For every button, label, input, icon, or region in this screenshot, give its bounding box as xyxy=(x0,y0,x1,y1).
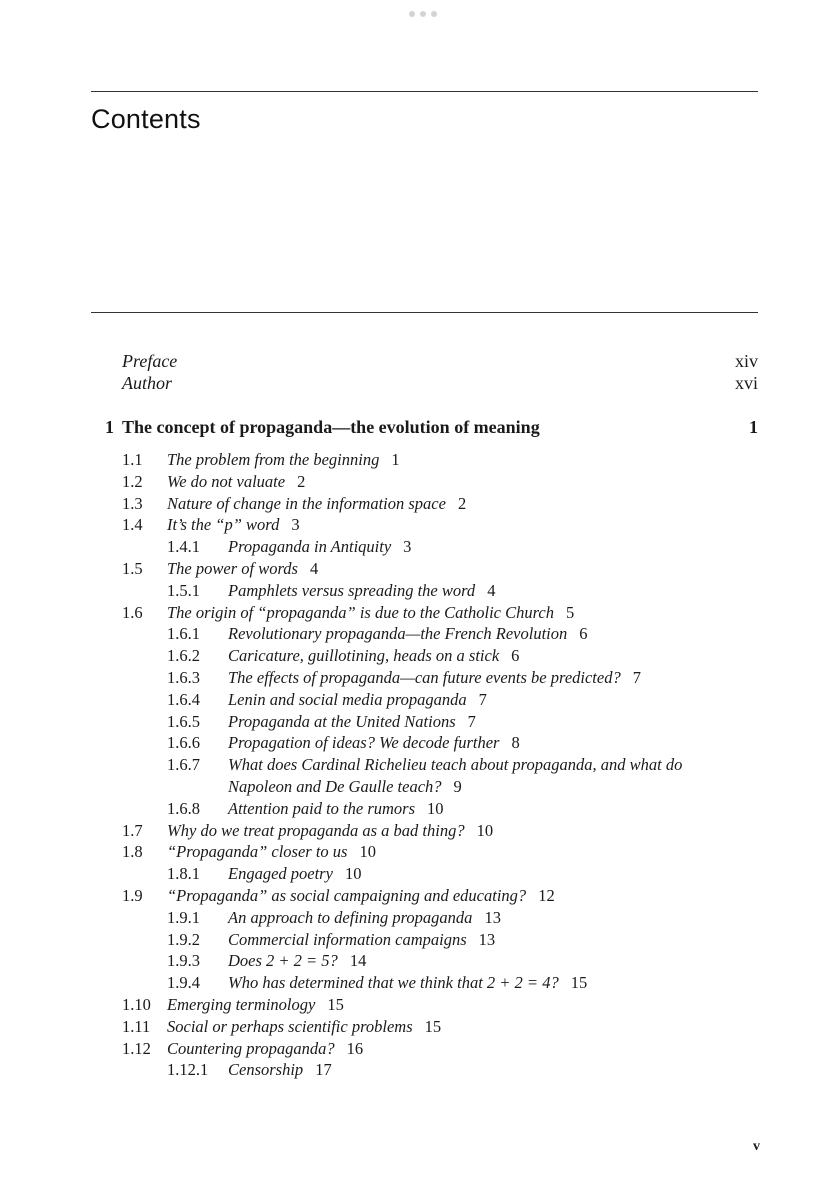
page-number: v xyxy=(753,1139,760,1154)
entry-number: 1.6.3 xyxy=(167,667,200,687)
entry-page: 7 xyxy=(478,689,487,709)
entry-number: 1.5.1 xyxy=(167,580,200,600)
entry-page: 4 xyxy=(487,580,496,600)
entry-title: Revolutionary propaganda—the French Revolution xyxy=(228,624,568,644)
entry-title: Why do we treat propaganda as a bad thing? xyxy=(167,820,465,840)
entry-page: 9 xyxy=(453,776,462,796)
entry-number: 1.4 xyxy=(122,515,143,535)
entry-title: What does Cardinal Richelieu teach about propaganda, and what do xyxy=(228,755,683,775)
window-handle-dots xyxy=(409,11,437,17)
entry-number: 1.10 xyxy=(122,994,151,1014)
toc-front-page: xiv xyxy=(734,351,758,371)
entry-page: 3 xyxy=(403,537,412,557)
toc-subentry-continuation[interactable] xyxy=(0,777,840,799)
toc-entry[interactable] xyxy=(0,821,840,843)
entry-number: 1.11 xyxy=(122,1016,151,1036)
entry-page: 10 xyxy=(344,864,362,884)
toc-subentry[interactable] xyxy=(0,799,840,821)
entry-title: Nature of change in the information space xyxy=(167,493,446,513)
entry-title: Countering propaganda? xyxy=(167,1038,335,1058)
entry-title: We do not valuate xyxy=(167,471,286,491)
entry-number: 1.6.5 xyxy=(167,711,200,731)
entry-number: 1.2 xyxy=(122,471,143,491)
entry-number: 1.6.1 xyxy=(167,624,200,644)
entry-page: 12 xyxy=(538,885,555,905)
entry-title: Caricature, guillotining, heads on a stick xyxy=(228,646,500,666)
title-bottom-rule xyxy=(91,312,758,313)
entry-page: 10 xyxy=(359,842,376,862)
entry-title: Who has determined that we think that 2 + 2 = 4? xyxy=(228,973,559,993)
entry-number: 1.6.8 xyxy=(167,798,200,818)
entry-page: 2 xyxy=(457,493,467,513)
entry-page: 10 xyxy=(476,820,494,840)
entry-title: Does 2 + 2 = 5? xyxy=(228,951,338,971)
toc-entry[interactable] xyxy=(0,842,840,864)
toc-front-preface[interactable] xyxy=(122,351,758,372)
toc-front-page: xvi xyxy=(734,373,758,393)
entry-title: The problem from the beginning xyxy=(167,450,380,469)
toc-subentry[interactable] xyxy=(0,864,840,886)
toc-entry[interactable] xyxy=(0,559,840,581)
toc-entries xyxy=(0,450,840,1082)
toc-entry[interactable] xyxy=(0,450,840,472)
toc-subentry[interactable] xyxy=(0,624,840,646)
entry-number: 1.9 xyxy=(122,885,143,905)
entry-number: 1.1 xyxy=(122,450,143,469)
entry-page: 2 xyxy=(297,471,306,491)
entry-title: “Propaganda” as social campaigning and educating? xyxy=(167,885,527,905)
entry-page: 1 xyxy=(391,450,400,469)
entry-number: 1.8.1 xyxy=(167,864,200,884)
toc-subentry[interactable] xyxy=(0,951,840,973)
entry-title: The effects of propaganda—can future events be predicted? xyxy=(228,667,621,687)
toc-entry[interactable] xyxy=(0,603,840,625)
entry-number: 1.7 xyxy=(122,820,143,840)
toc-front-label: Author xyxy=(122,373,173,393)
chapter-title: The concept of propaganda—the evolution of meaning xyxy=(122,417,540,437)
entry-page: 13 xyxy=(478,929,496,949)
entry-page: 15 xyxy=(570,973,588,993)
chapter-number: 1 xyxy=(105,417,114,437)
entry-title: Emerging terminology xyxy=(167,994,316,1014)
entry-title: It’s the “p” word xyxy=(167,515,280,535)
chapter-page: 1 xyxy=(749,417,758,437)
entry-page: 16 xyxy=(346,1038,364,1058)
toc-subentry[interactable] xyxy=(0,733,840,755)
toc-front-label: Preface xyxy=(122,351,178,371)
entry-page: 15 xyxy=(327,994,344,1014)
entry-title-continued: Napoleon and De Gaulle teach? xyxy=(228,776,442,796)
toc-entry[interactable] xyxy=(0,494,840,516)
toc-entry[interactable] xyxy=(0,515,840,537)
entry-title: Pamphlets versus spreading the word xyxy=(228,580,476,600)
entry-page: 4 xyxy=(309,558,319,578)
entry-title: An approach to defining propaganda xyxy=(228,907,473,927)
entry-number: 1.9.2 xyxy=(167,929,200,949)
page-title: Contents xyxy=(91,104,201,134)
entry-page: 17 xyxy=(315,1060,332,1080)
entry-title: Commercial information campaigns xyxy=(228,929,467,949)
toc-subentry[interactable] xyxy=(0,930,840,952)
entry-page: 7 xyxy=(467,711,476,731)
entry-number: 1.6 xyxy=(122,602,143,622)
toc-entry[interactable] xyxy=(0,1017,840,1039)
toc-subentry[interactable] xyxy=(0,908,840,930)
toc-entry[interactable] xyxy=(0,472,840,494)
top-rule xyxy=(91,91,758,92)
entry-number: 1.9.1 xyxy=(167,907,200,927)
entry-number: 1.9.3 xyxy=(167,951,200,971)
entry-number: 1.3 xyxy=(122,493,143,513)
entry-page: 15 xyxy=(424,1016,442,1036)
toc-subentry[interactable] xyxy=(0,581,840,603)
entry-title: “Propaganda” closer to us xyxy=(167,842,348,862)
entry-number: 1.12 xyxy=(122,1038,151,1058)
entry-number: 1.12.1 xyxy=(167,1060,209,1080)
entry-page: 8 xyxy=(511,733,520,753)
entry-title: Propaganda at the United Nations xyxy=(228,711,456,731)
entry-number: 1.4.1 xyxy=(167,537,200,557)
entry-number: 1.6.2 xyxy=(167,646,200,666)
entry-number: 1.6.4 xyxy=(167,689,200,709)
entry-page: 3 xyxy=(291,515,300,535)
entry-page: 13 xyxy=(484,907,501,927)
toc-entry[interactable] xyxy=(0,995,840,1017)
toc-front-author[interactable] xyxy=(122,373,758,394)
entry-page: 6 xyxy=(579,624,588,644)
toc-entry[interactable] xyxy=(0,886,840,908)
entry-title: Censorship xyxy=(228,1060,304,1080)
entry-page: 14 xyxy=(349,951,367,971)
entry-number: 1.9.4 xyxy=(167,973,200,993)
entry-number: 1.8 xyxy=(122,842,143,862)
entry-title: Engaged poetry xyxy=(228,864,333,884)
toc-subentry[interactable] xyxy=(0,712,840,734)
entry-page: 10 xyxy=(427,798,444,818)
entry-title: The power of words xyxy=(167,558,298,578)
entry-number: 1.6.7 xyxy=(167,755,200,775)
entry-title: Propaganda in Antiquity xyxy=(228,537,392,557)
entry-title: Attention paid to the rumors xyxy=(228,798,415,818)
toc-subentry[interactable] xyxy=(0,690,840,712)
entry-title: Lenin and social media propaganda xyxy=(228,689,467,709)
entry-title: Propagation of ideas? We decode further xyxy=(228,733,500,753)
toc-entry[interactable] xyxy=(0,1039,840,1061)
toc-subentry[interactable] xyxy=(0,755,840,777)
toc-subentry[interactable] xyxy=(0,646,840,668)
toc-subentry[interactable] xyxy=(0,668,840,690)
entry-page: 7 xyxy=(632,667,641,687)
toc-subentry[interactable] xyxy=(0,1060,840,1082)
entry-number: 1.5 xyxy=(122,558,143,578)
entry-page: 5 xyxy=(566,602,575,622)
entry-title: Social or perhaps scientific problems xyxy=(167,1016,413,1036)
toc-subentry[interactable] xyxy=(0,537,840,559)
entry-page: 6 xyxy=(511,646,520,666)
entry-title: The origin of “propaganda” is due to the Catholic Church xyxy=(167,602,555,622)
toc-subentry[interactable] xyxy=(0,973,840,995)
entry-number: 1.6.6 xyxy=(167,733,200,753)
